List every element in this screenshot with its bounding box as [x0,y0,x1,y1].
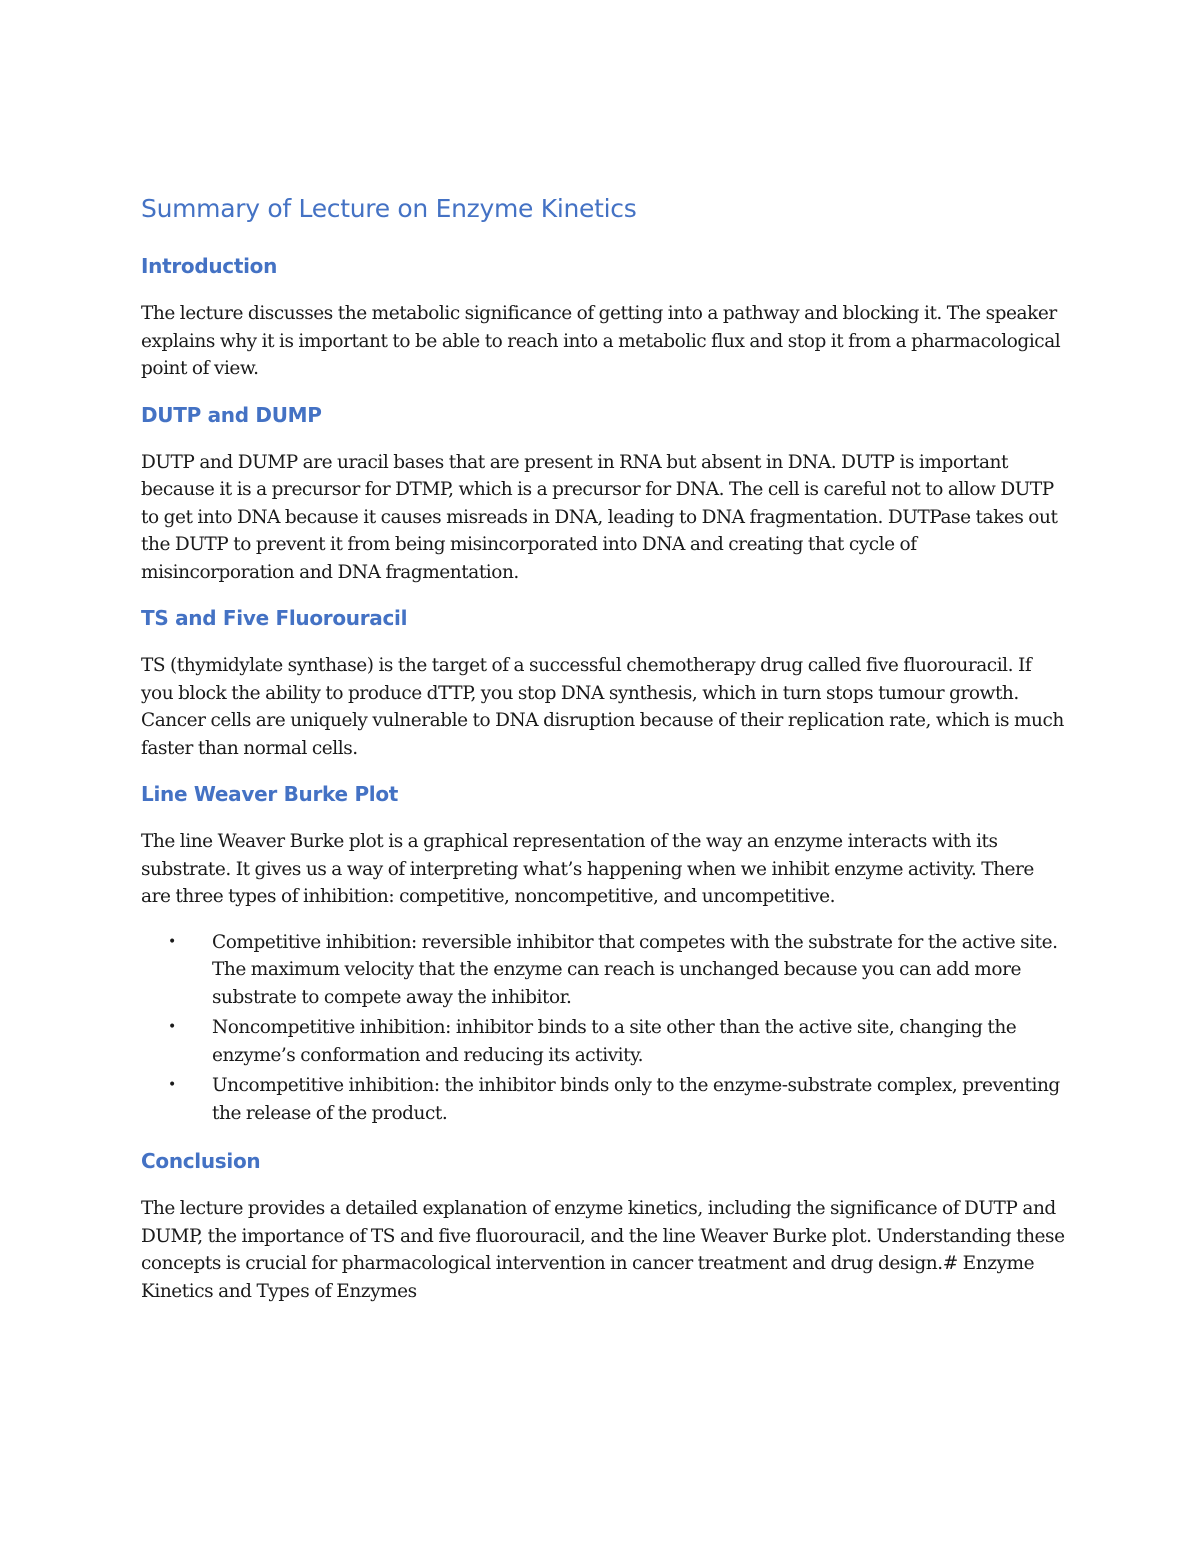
section-paragraph-conclusion: The lecture provides a detailed explanation of enzyme kinetics, including the significance of DUTP and DUMP, the importance of TS and five fluorouracil, and the line Weaver Burke plot. Understanding these concepts is crucial for pharmacological intervention in cancer treatment and drug design.# Enzyme Kinetics and Types of Enzymes [141,1198,1065,1302]
section-heading-dutp-dump: DUTP and DUMP [141,402,322,427]
bullet-icon: • [168,1019,176,1035]
section-paragraph-ts-fluorouracil: TS (thymidylate synthase) is the target of a successful chemotherapy drug called five fluorouracil. If you block the ability to produce dTTP, you stop DNA synthesis, which in turn stops tumour growth. Cancer cells are uniquely vulnerable to DNA disruption because of their replication rate, which is much faster than normal cells. [141,655,1064,759]
list-item [141,1014,1066,1069]
document-title: Summary of Lecture on Enzyme Kinetics [141,194,637,223]
section-heading-ts-fluorouracil: TS and Five Fluorouracil [141,606,408,630]
bullet-icon: • [168,933,176,950]
bullet-icon: • [168,1077,176,1093]
section-paragraph-dutp-dump: DUTP and DUMP are uracil bases that are present in RNA but absent in DNA. DUTP is important because it is a precursor for DTMP, which is a precursor for DNA. The cell is careful not to allow DUTP to get into DNA because it causes misreads in DNA, leading to DNA fragmentation. DUTPase takes out the DUTP to prevent it from being misincorporated into DNA and creating that cycle of misincorporation and DNA fragmentation. [141,451,1058,583]
list-item-text: Competitive inhibition: reversible inhibitor that competes with the substrate for the active site. The maximum velocity that the enzyme can reach is unchanged because you can add more substrate to compete away the inhibitor. [212,931,1058,1008]
list-item [141,1072,1066,1127]
section-paragraph-lineweaver-burke: The line Weaver Burke plot is a graphical representation of the way an enzyme interacts with its substrate. It gives us a way of interpreting what’s happening when we inhibit enzyme activity. There are three types of inhibition: competitive, noncompetitive, and uncompetitive. [141,831,1034,907]
list-item-text: Uncompetitive inhibition: the inhibitor binds only to the enzyme-substrate complex, preventing the release of the product. [212,1075,1060,1124]
list-item-text: Noncompetitive inhibition: inhibitor binds to a site other than the active site, changing the enzyme’s conformation and reducing its activity. [212,1017,1017,1066]
inhibition-types-list [141,929,1066,1128]
list-item [141,929,1066,1012]
section-paragraph-introduction: The lecture discusses the metabolic significance of getting into a pathway and blocking it. The speaker explains why it is important to be able to reach into a metabolic flux and stop it from a pharmacological point of view. [141,303,1061,379]
section-heading-introduction: Introduction [141,254,278,278]
section-heading-lineweaver-burke: Line Weaver Burke Plot [141,782,399,806]
document-page [141,192,1066,1323]
section-heading-conclusion: Conclusion [141,1149,261,1173]
